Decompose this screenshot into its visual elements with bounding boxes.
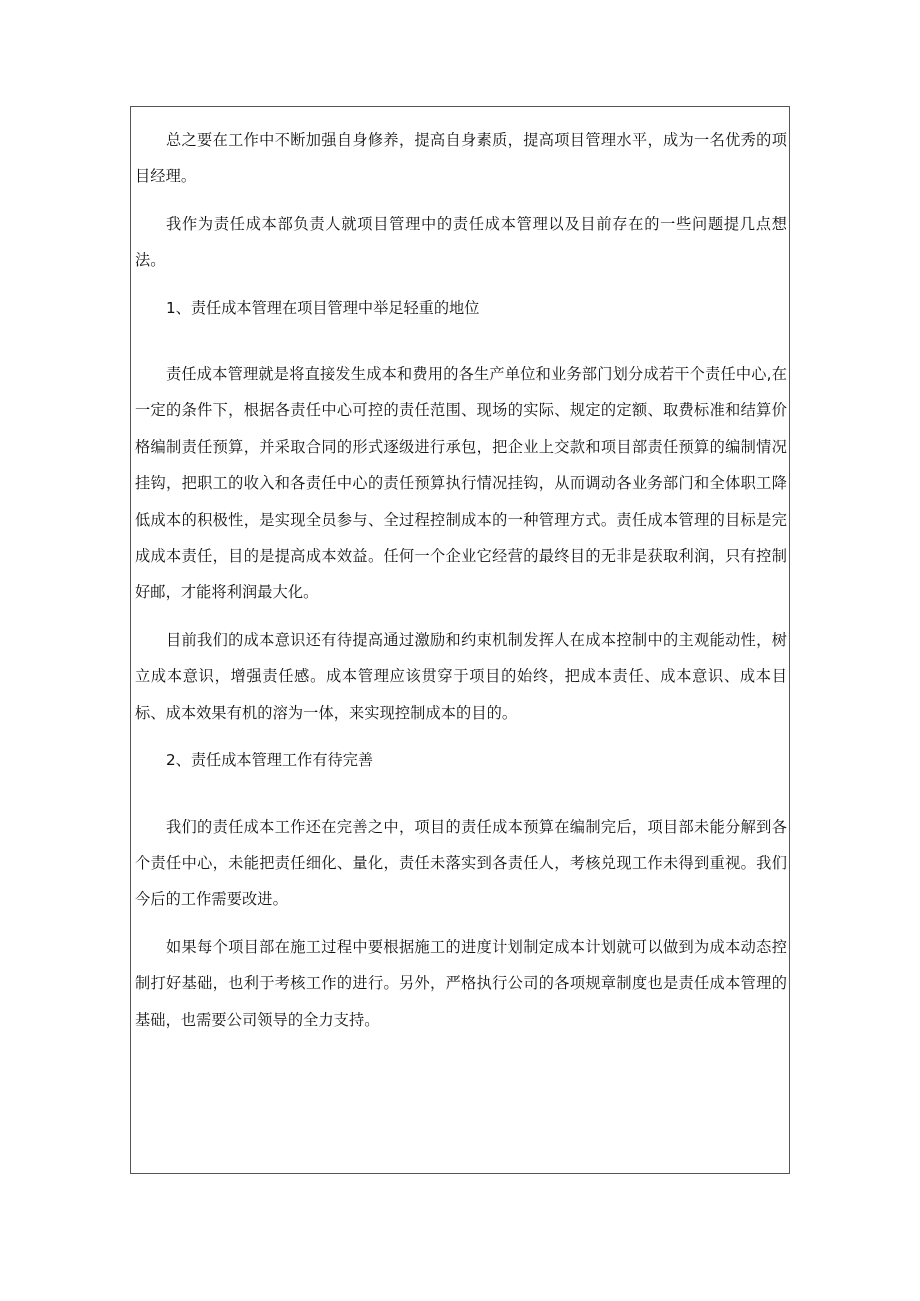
- paragraph-responsibility-cost-definition: 责任成本管理就是将直接发生成本和费用的各生产单位和业务部门划分成若干个责任中心,在一定的条件下，根据各责任中心可控的责任范围、现场的实际、规定的定额、取费标准和结算价格编制责任预算，并采取合同的形式逐级进行承包，把企业上交款和项目部责任预算的编制情况挂钩，把职工的收入和各责任中心的责任预算执行情况挂钩，从而调动各业务部门和全体职工降低成本的积极性，是实现全员参与、全过程控制成本的一种管理方式。责任成本管理的目标是完成成本责任，目的是提高成本效益。任何一个企业它经营的最终目的无非是获取利润，只有控制好邮，才能将利润最大化。: [135, 365, 787, 602]
- section-heading-2: 2、责任成本管理工作有待完善: [166, 751, 374, 770]
- paragraph-improvement-needed: 我们的责任成本工作还在完善之中，项目的责任成本预算在编制完后，项目部未能分解到各个责任中心，未能把责任细化、量化，责任未落实到各责任人，考核兑现工作未得到重视。我们今后的工作需要改进。: [135, 817, 787, 909]
- paragraph-intro: 我作为责任成本部负责人就项目管理中的责任成本管理以及目前存在的一些问题提几点想法。: [135, 214, 787, 270]
- document-body: [135, 122, 787, 1038]
- paragraph-summary: 总之要在工作中不断加强自身修养，提高自身素质，提高项目管理水平，成为一名优秀的项目经理。: [135, 131, 787, 186]
- paragraph-cost-plan: 如果每个项目部在施工过程中要根据施工的进度计划制定成本计划就可以做到为成本动态控制打好基础，也利于考核工作的进行。另外，严格执行公司的各项规章制度也是责任成本管理的基础，也需要公司领导的全力支持。: [135, 937, 787, 1029]
- section-heading-1: 1、责任成本管理在项目管理中举足轻重的地位: [166, 298, 480, 317]
- paragraph-cost-awareness: 目前我们的成本意识还有待提高通过激励和约束机制发挥人在成本控制中的主观能动性，树立成本意识，增强责任感。成本管理应该贯穿于项目的始终，把成本责任、成本意识、成本目标、成本效果有机的溶为一体，来实现控制成本的目的。: [135, 630, 787, 722]
